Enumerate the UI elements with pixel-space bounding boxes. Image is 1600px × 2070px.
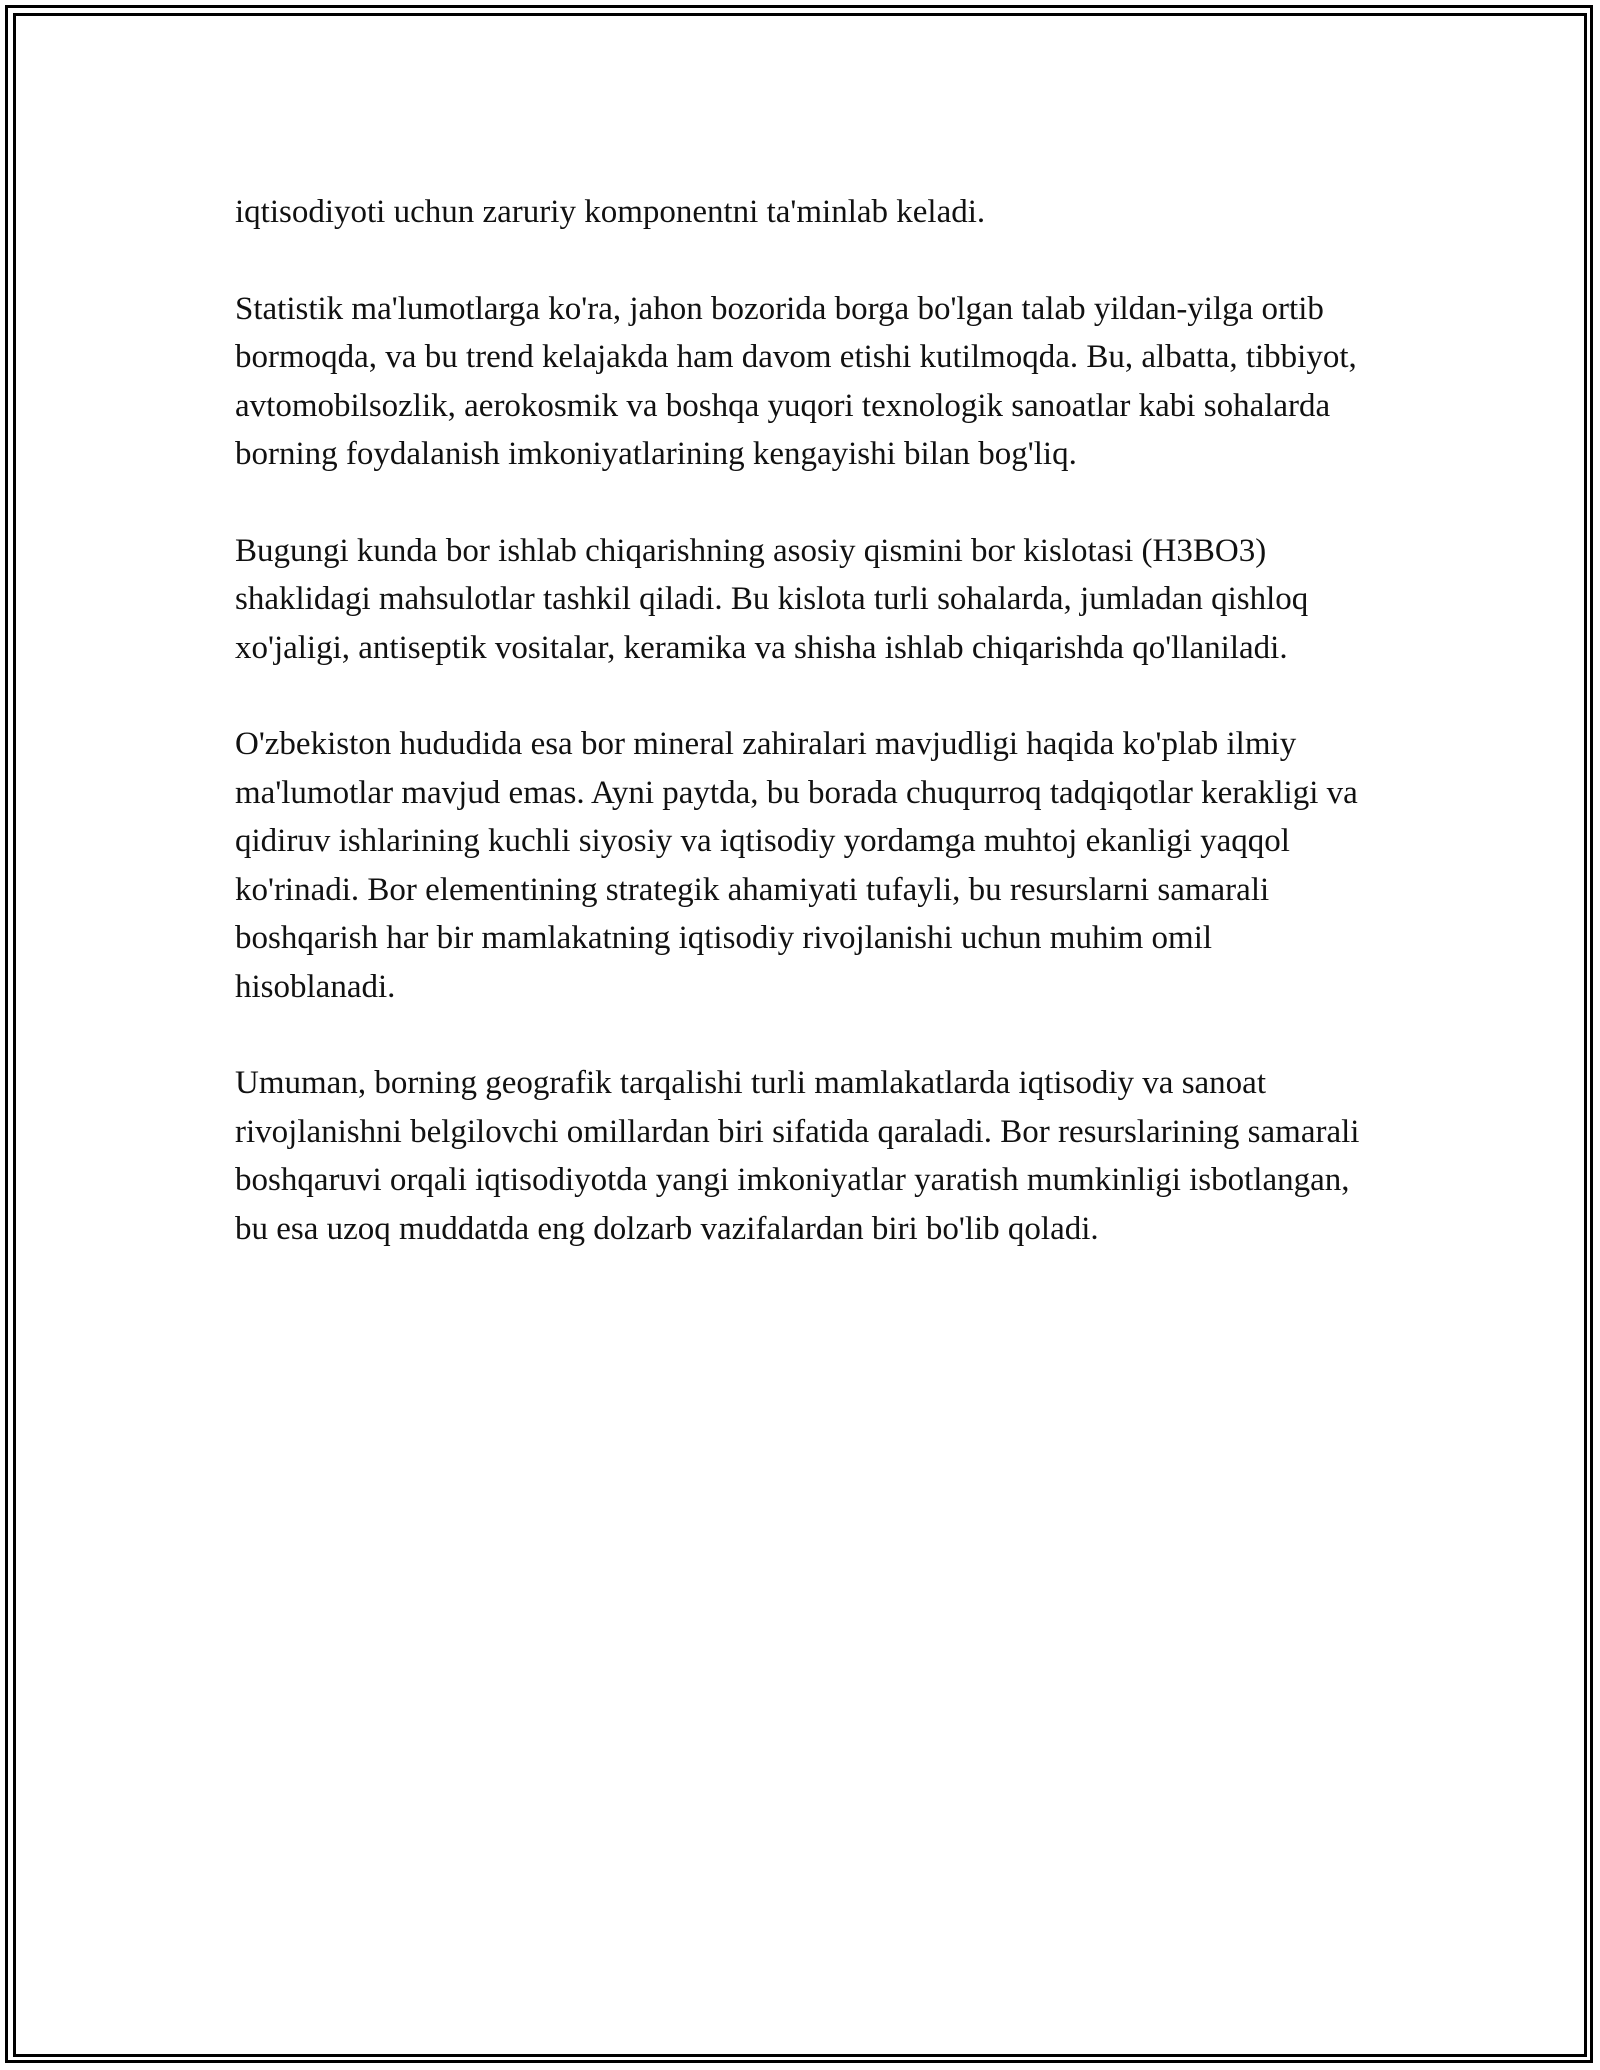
paragraph-3: Bugungi kunda bor ishlab chiqarishning asosiy qismini bor kislotasi (H3BO3) shaklidagi mahsulotlar tashkil qiladi. Bu kislota turli sohalarda, jumladan qishloq xo'jaligi, antiseptik vositalar, keramika va shisha ishlab chiqarishda qo'llaniladi. — [235, 532, 1309, 666]
document-body — [235, 188, 1365, 1301]
paragraph-1: iqtisodiyoti uchun zaruriy komponentni ta'minlab keladi. — [235, 194, 986, 230]
paragraph-2: Statistik ma'lumotlarga ko'ra, jahon bozorida borga bo'lgan talab yildan-yilga ortib bormoqda, va bu trend kelajakda ham davom etishi kutilmoqda. Bu, albatta, tibbiyot, avtomobilsozlik, aerokosmik va boshqa yuqori texnologik sanoatlar kabi sohalarda borning foydalanish imkoniyatlarining kengayishi bilan bog'liq. — [235, 290, 1357, 472]
paragraph-5: Umuman, borning geografik tarqalishi turli mamlakatlarda iqtisodiy va sanoat rivojlanishni belgilovchi omillardan biri sifatida qaraladi. Bor resurslarining samarali boshqaruvi orqali iqtisodiyotda yangi imkoniyatlar yaratish mumkinligi isbotlangan, bu esa uzoq muddatda eng dolzarb vazifalardan biri bo'lib qoladi. — [235, 1065, 1360, 1247]
paragraph-4: O'zbekiston hududida esa bor mineral zahiralari mavjudligi haqida ko'plab ilmiy ma'lumotlar mavjud emas. Ayni paytda, bu borada chuqurroq tadqiqotlar kerakligi va qidiruv ishlarining kuchli siyosiy va iqtisodiy yordamga muhtoj ekanligi yaqqol ko'rinadi. Bor elementining strategik ahamiyati tufayli, bu resurslarni samarali boshqarish har bir mamlakatning iqtisodiy rivojlanishi uchun muhim omil hisoblanadi. — [235, 726, 1358, 1005]
